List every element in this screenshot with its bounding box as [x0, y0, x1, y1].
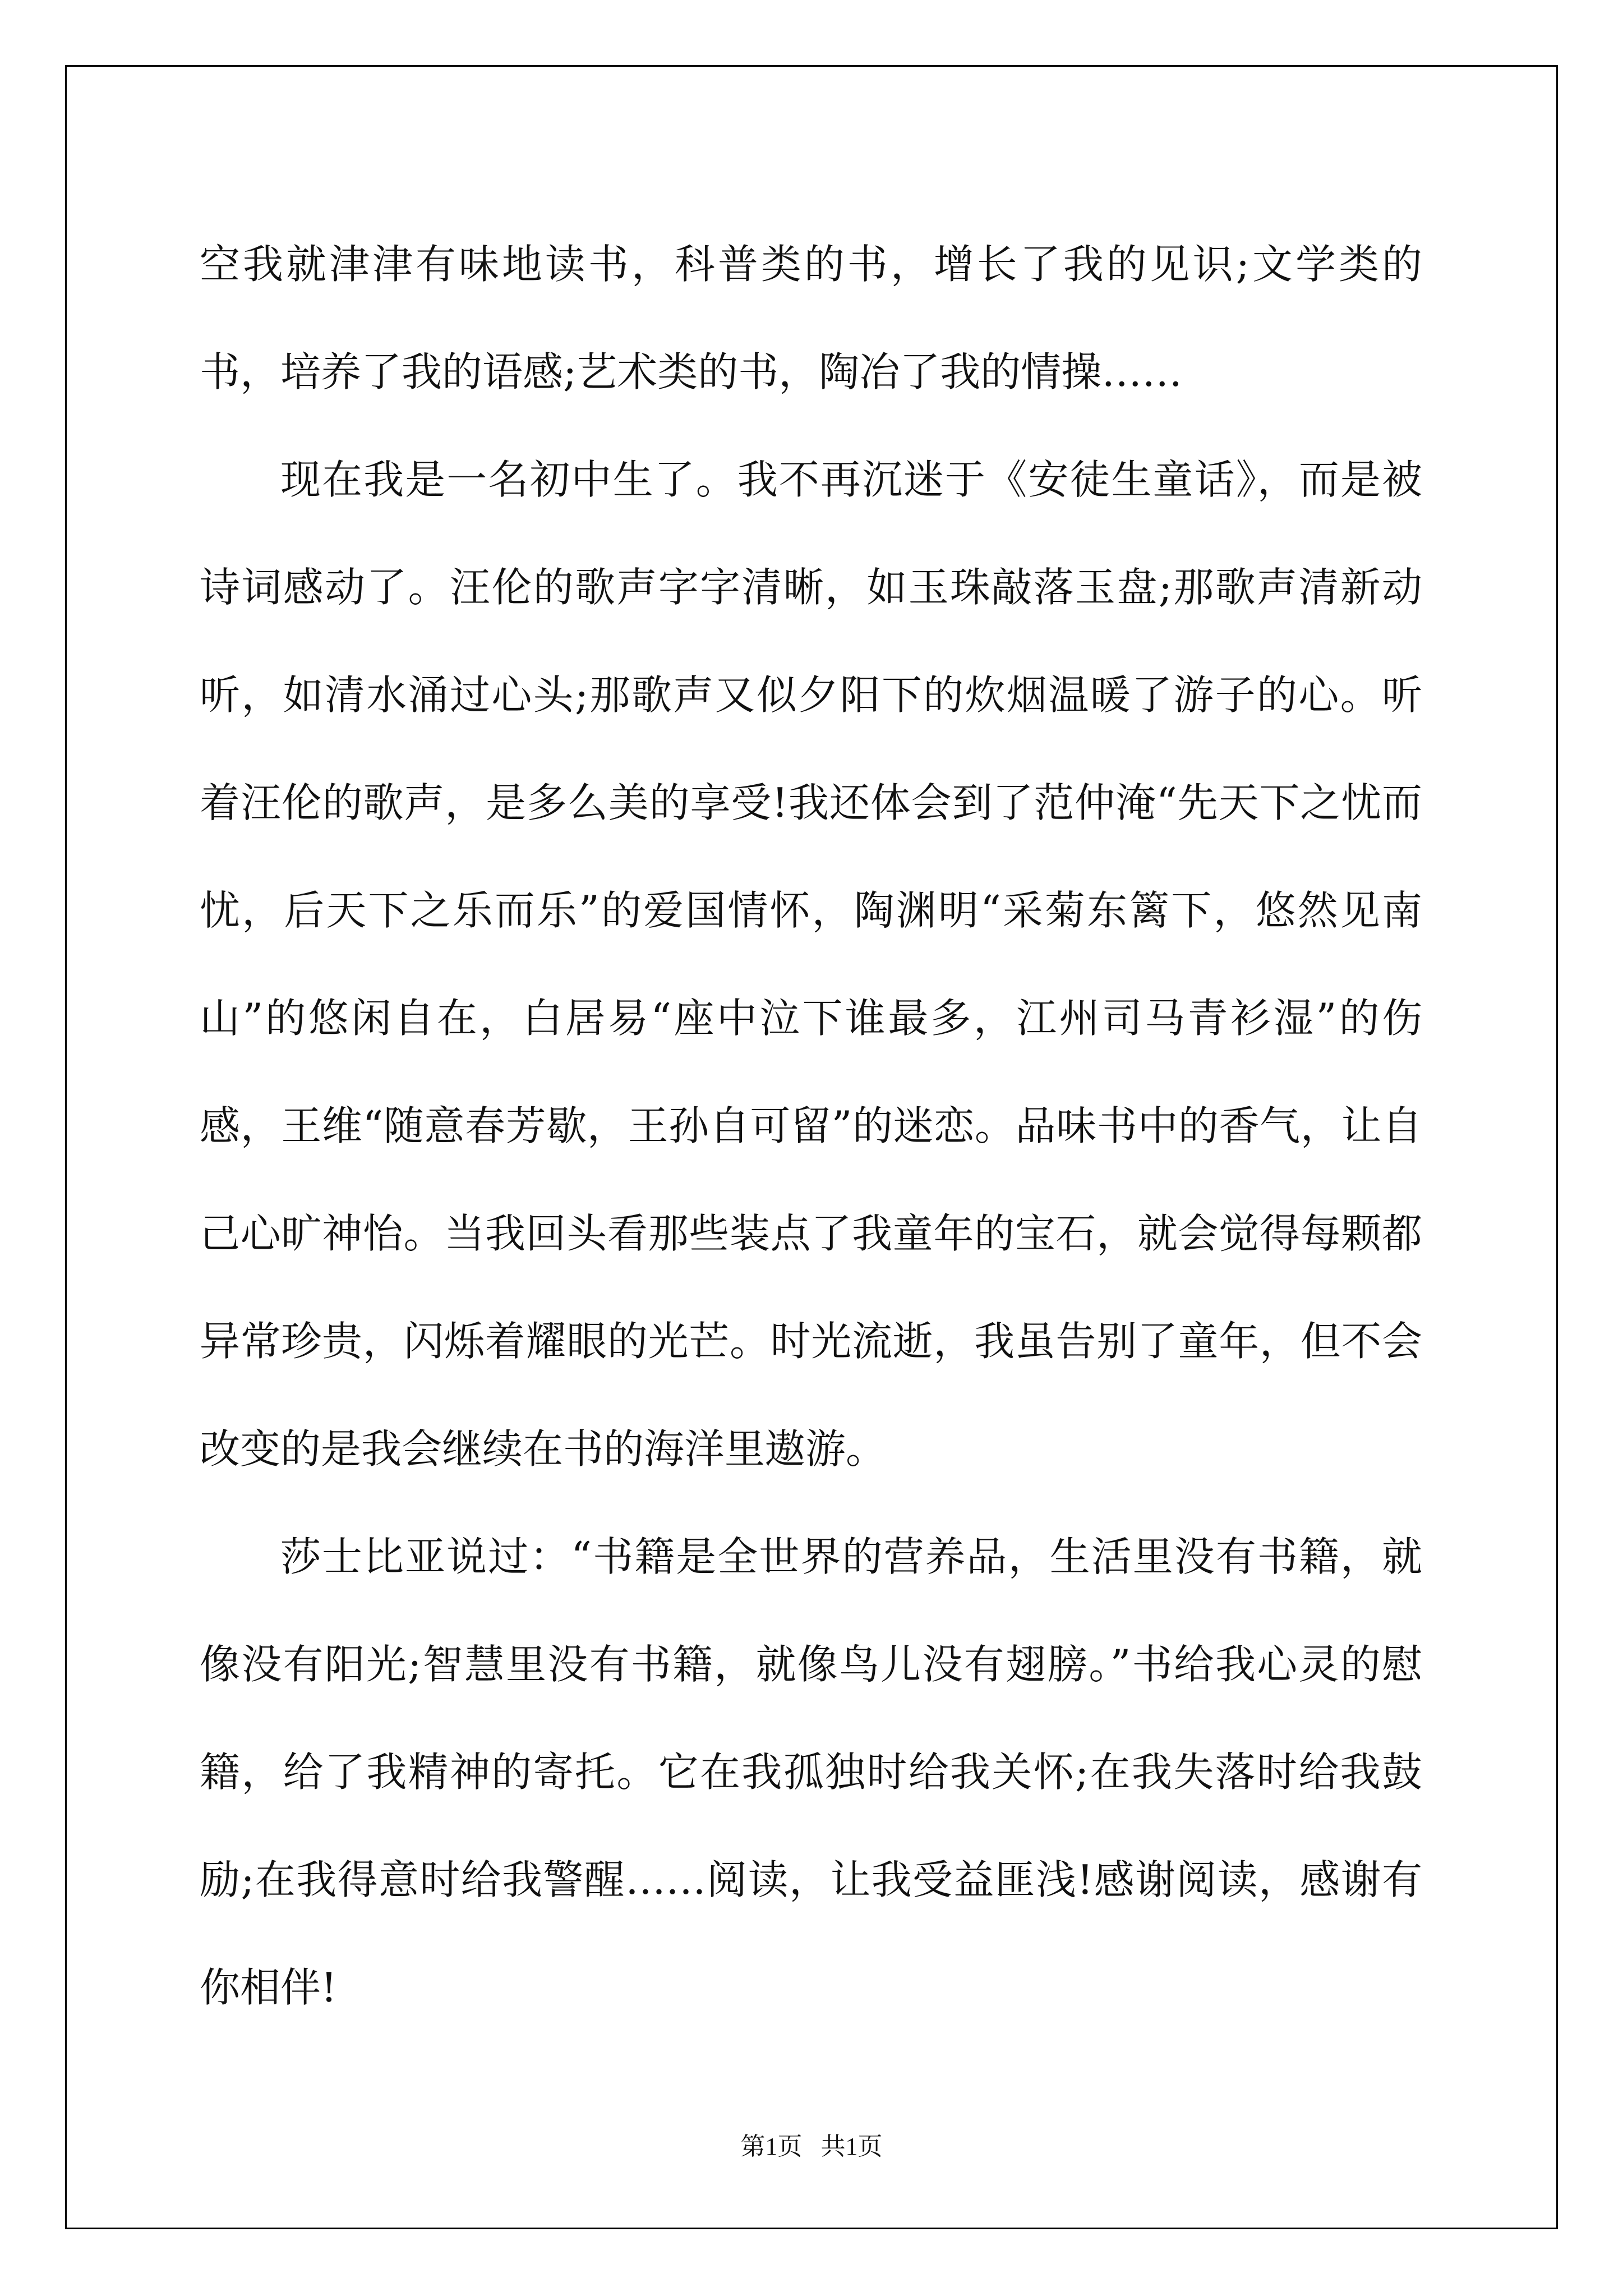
paragraph-3: 莎士比亚说过：“书籍是全世界的营养品，生活里没有书籍，就像没有阳光;智慧里没有书籍，就像鸟儿没有翅膀。”书给我心灵的慰籍，给了我精神的寄托。它在我孤独时给我关怀;在我失落时给我鼓励;在我得意时给我警醒……阅读，让我受益匪浅!感谢阅读，感谢有你相伴! [200, 1533, 1422, 2011]
page-number-footer: 第1页 共1页 [740, 2133, 883, 2160]
paragraph-1: 空我就津津有味地读书，科普类的书，增长了我的见识;文学类的书，培养了我的语感;艺术类的书，陶冶了我的情操…… [200, 241, 1422, 395]
document-body [200, 210, 1422, 2041]
paragraph-2: 现在我是一名初中生了。我不再沉迷于《安徒生童话》，而是被诗词感动了。汪伦的歌声字字清晰，如玉珠敲落玉盘;那歌声清新动听，如清水涌过心头;那歌声又似夕阳下的炊烟温暖了游子的心。听着汪伦的歌声，是多么美的享受!我还体会到了范仲淹“先天下之忧而忧，后天下之乐而乐”的爱国情怀，陶渊明“采菊东篱下，悠然见南山”的悠闲自在，白居易“座中泣下谁最多，江州司马青衫湿”的伤感，王维“随意春芳歇，王孙自可留”的迷恋。品味书中的香气，让自己心旷神怡。当我回头看那些装点了我童年的宝石，就会觉得每颗都异常珍贵，闪烁着耀眼的光芒。时光流逝，我虽告别了童年，但不会改变的是我会继续在书的海洋里遨游。 [200, 456, 1422, 1473]
